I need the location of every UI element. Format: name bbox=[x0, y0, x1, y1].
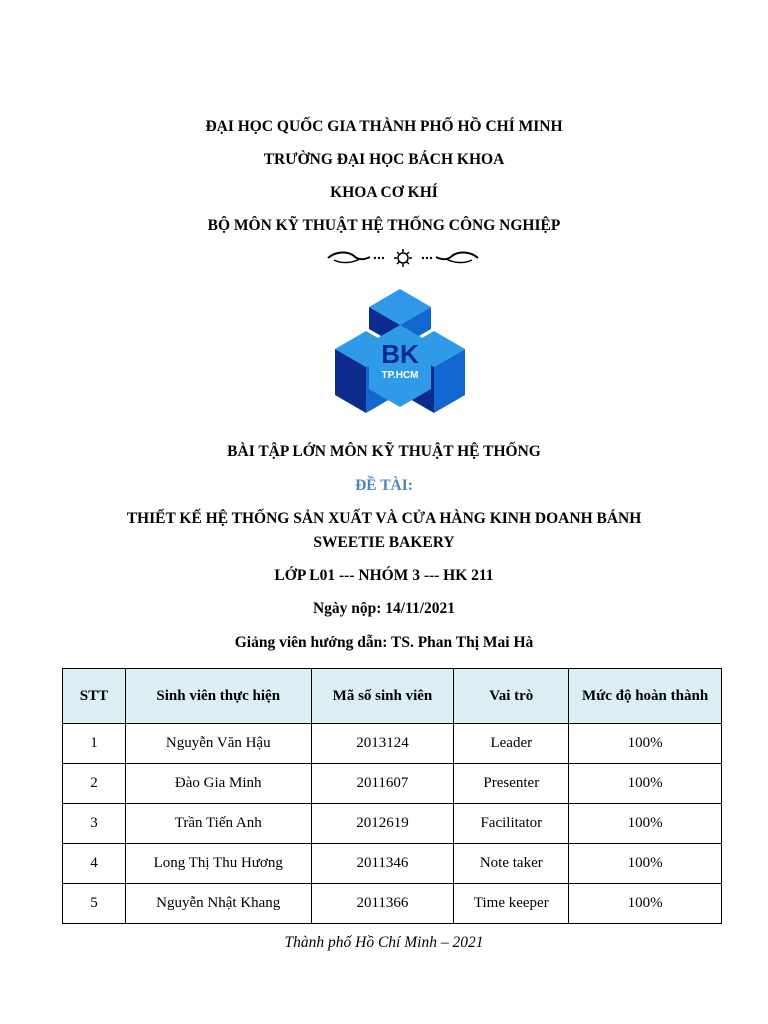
class-info: LỚP L01 --- NHÓM 3 --- HK 211 bbox=[274, 567, 494, 584]
cell-student: Trần Tiến Anh bbox=[125, 804, 311, 844]
cell-role: Presenter bbox=[454, 764, 569, 804]
header-student: Sinh viên thực hiện bbox=[125, 669, 311, 724]
cell-completion: 100% bbox=[569, 884, 722, 924]
cell-stt: 5 bbox=[63, 884, 126, 924]
cell-stt: 2 bbox=[63, 764, 126, 804]
faculty-name: KHOA CƠ KHÍ bbox=[330, 184, 438, 201]
table-row bbox=[63, 884, 722, 924]
cell-role: Time keeper bbox=[454, 884, 569, 924]
topic-label: ĐỀ TÀI: bbox=[355, 477, 413, 494]
submit-date: Ngày nộp: 14/11/2021 bbox=[312, 600, 456, 617]
cell-student-id: 2011607 bbox=[311, 764, 454, 804]
department-name: BỘ MÔN KỸ THUẬT HỆ THỐNG CÔNG NGHIỆP bbox=[207, 217, 561, 234]
cell-completion: 100% bbox=[569, 804, 722, 844]
instructor: Giảng viên hướng dẫn: TS. Phan Thị Mai Hà bbox=[234, 634, 534, 651]
table-row bbox=[63, 764, 722, 804]
cell-completion: 100% bbox=[569, 724, 722, 764]
footer-place-year: Thành phố Hồ Chí Minh – 2021 bbox=[284, 934, 484, 951]
logo-subtext: TP.HCM bbox=[381, 370, 419, 381]
cell-completion: 100% bbox=[569, 764, 722, 804]
table-row bbox=[63, 724, 722, 764]
cell-role: Leader bbox=[454, 724, 569, 764]
cell-student-id: 2011346 bbox=[311, 844, 454, 884]
table-row bbox=[63, 804, 722, 844]
header-role: Vai trò bbox=[454, 669, 569, 724]
cell-student-id: 2011366 bbox=[311, 884, 454, 924]
university-name: ĐẠI HỌC QUỐC GIA THÀNH PHỐ HỒ CHÍ MINH bbox=[205, 118, 563, 135]
cell-role: Facilitator bbox=[454, 804, 569, 844]
table-header-row bbox=[63, 669, 722, 724]
topic-line-2: SWEETIE BAKERY bbox=[313, 534, 455, 551]
bk-logo bbox=[333, 289, 467, 417]
logo-text: BK bbox=[381, 339, 419, 369]
ornament-divider-icon bbox=[326, 249, 480, 267]
cell-student: Đào Gia Minh bbox=[125, 764, 311, 804]
cell-student-id: 2012619 bbox=[311, 804, 454, 844]
header-completion: Mức độ hoàn thành bbox=[569, 669, 722, 724]
cell-stt: 3 bbox=[63, 804, 126, 844]
cell-student: Nguyễn Văn Hậu bbox=[125, 724, 311, 764]
cell-stt: 1 bbox=[63, 724, 126, 764]
table-row bbox=[63, 844, 722, 884]
cell-student: Long Thị Thu Hương bbox=[125, 844, 311, 884]
cell-role: Note taker bbox=[454, 844, 569, 884]
topic-line-1: THIẾT KẾ HỆ THỐNG SẢN XUẤT VÀ CỬA HÀNG KINH DOANH BÁNH bbox=[126, 510, 642, 527]
course-title: BÀI TẬP LỚN MÔN KỸ THUẬT HỆ THỐNG bbox=[227, 443, 541, 460]
header-student-id: Mã số sinh viên bbox=[311, 669, 454, 724]
members-table bbox=[62, 668, 722, 924]
cell-student-id: 2013124 bbox=[311, 724, 454, 764]
cell-completion: 100% bbox=[569, 844, 722, 884]
school-name: TRƯỜNG ĐẠI HỌC BÁCH KHOA bbox=[263, 151, 505, 168]
cell-student: Nguyễn Nhật Khang bbox=[125, 884, 311, 924]
cell-stt: 4 bbox=[63, 844, 126, 884]
header-stt: STT bbox=[63, 669, 126, 724]
